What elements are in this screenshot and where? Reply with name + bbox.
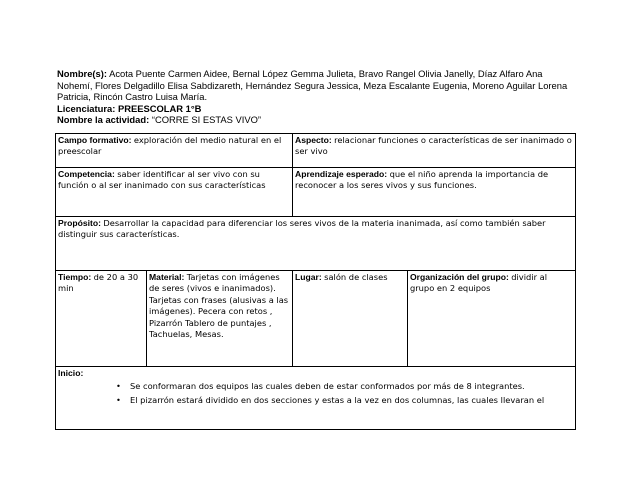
inicio-label: Inicio: — [58, 368, 84, 378]
campo-formativo-cell — [56, 134, 293, 168]
list-item — [58, 395, 573, 406]
competencia-label: Competencia: — [58, 169, 115, 179]
proposito-cell — [56, 217, 576, 271]
lugar-value: salón de clases — [324, 272, 388, 282]
names-value: Acota Puente Carmen Aidee, Bernal López Gemma Julieta, Bravo Rangel Olivia Janelly, Díaz Alfaro Ana Nohemí, Flores Delgadillo Elisa Sabdizareth, Hernández Segura Jessica, Meza Escalante Eugenia, Moreno Aguilar Lorena Patricia, Rincón Castro Luisa María. — [57, 68, 568, 103]
aspecto-value: relacionar funciones o características de ser inanimado o ser vivo — [295, 135, 572, 157]
material-value: Tarjetas con imágenes de seres (vivos e inanimados). Tarjetas con frases (alusivas a las imágenes). Pecera con retos , Pizarrón Tablero de puntajes , Tachuelas, Mesas. — [149, 272, 289, 340]
material-cell — [147, 271, 293, 367]
activity-label: Nombre la actividad: — [57, 114, 150, 126]
aprendizaje-label: Aprendizaje esperado: — [295, 169, 388, 179]
competencia-value: saber identificar al ser vivo con su función o al ser inanimado con sus características — [58, 169, 266, 191]
inicio-item-text: Se conformaran dos equipos las cuales deben de estar conformados por más de 8 integrantes. — [130, 381, 525, 392]
aprendizaje-value: que el niño aprenda la importancia de reconocer a los seres vivos y sus funciones. — [295, 169, 549, 191]
degree-text: Licenciatura: PREESCOLAR 1°B — [57, 102, 202, 114]
campo-label: Campo formativo: — [58, 135, 132, 145]
inicio-cell — [56, 367, 576, 430]
aspecto-cell — [293, 134, 576, 168]
table-row — [56, 271, 576, 367]
table-row — [56, 367, 576, 430]
proposito-value: Desarrollar la capacidad para diferenciar los seres vivos de la materia inanimada, así como también saber distinguir sus características. — [58, 218, 546, 240]
tiempo-value: de 20 a 30 min — [58, 272, 139, 294]
proposito-label: Propósito: — [58, 218, 101, 228]
document-header — [57, 68, 577, 126]
table-row — [56, 134, 576, 168]
organizacion-value: dividir al grupo en 2 equipos — [410, 272, 548, 294]
material-label: Material: — [149, 272, 185, 282]
organizacion-cell — [408, 271, 576, 367]
activity-value: “CORRE SI ESTAS VIVO” — [151, 114, 262, 126]
names-label: Nombre(s): — [57, 68, 108, 79]
aprendizaje-cell — [293, 168, 576, 217]
bullet-icon: • — [116, 394, 121, 405]
bullet-icon: • — [116, 381, 121, 392]
inicio-list — [58, 381, 573, 406]
tiempo-cell — [56, 271, 147, 367]
organizacion-label: Organización del grupo: — [410, 272, 509, 282]
inicio-item-text: El pizarrón estará dividido en dos secciones y estas a la vez en dos columnas, las cuales llevaran el — [130, 394, 545, 405]
planning-table — [55, 133, 576, 430]
list-item — [58, 381, 573, 392]
table-row — [56, 217, 576, 271]
lugar-label: Lugar: — [295, 272, 322, 282]
table-row — [56, 168, 576, 217]
competencia-cell — [56, 168, 293, 217]
activity-line — [57, 114, 577, 126]
campo-value: exploración del medio natural en el preescolar — [58, 135, 282, 157]
tiempo-label: Tiempo: — [58, 272, 92, 282]
lugar-cell — [293, 271, 408, 367]
aspecto-label: Aspecto: — [295, 135, 332, 145]
degree-line — [57, 103, 577, 115]
names-line — [57, 68, 577, 103]
